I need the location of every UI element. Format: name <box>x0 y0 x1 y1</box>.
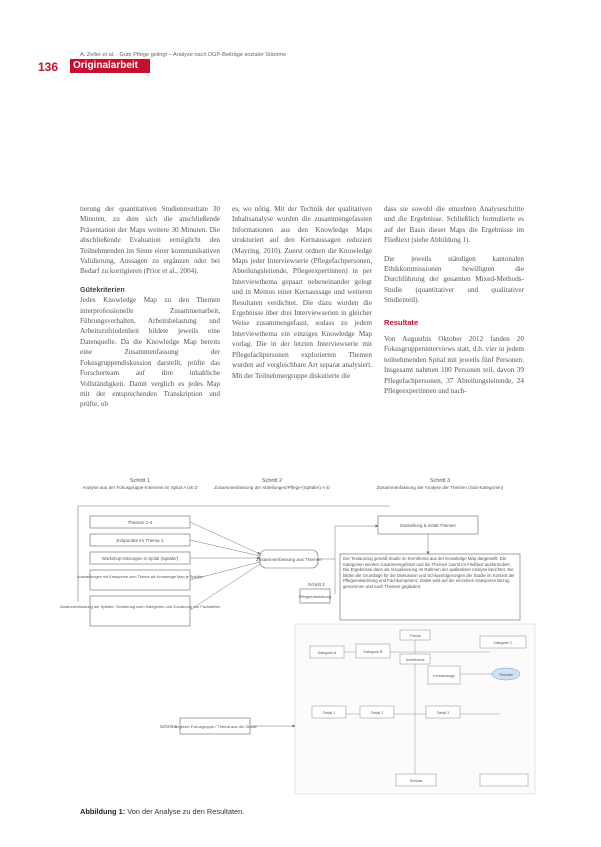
step1-title: Schritt 1 <box>129 478 151 484</box>
left-box-2 <box>90 534 190 546</box>
svg-text:Detail 1: Detail 1 <box>322 711 336 715</box>
page-number: 136 <box>38 60 59 74</box>
caption-text: Von der Analyse zu den Resultaten. <box>127 807 245 816</box>
map-node-kategorie-a <box>310 646 344 658</box>
svg-text:Themen 1-4: Themen 1-4 <box>127 520 153 525</box>
paragraph: Die jeweils ständigen kantonalen Ethikkommissionen bewilligten die Durchführung der gesamten Mixed-Methods-Studie (quantitativer und qualitativer Studienteil). <box>384 254 524 305</box>
text-column-1 <box>80 204 220 410</box>
text-column-3 <box>384 204 524 397</box>
map-node-kategorie-c <box>480 636 526 648</box>
left-box-1 <box>90 516 190 528</box>
step4-box <box>173 718 257 734</box>
running-header: A. Zeller et al. · Gute Pflege gelingt – Analyse nach DGP-Beiträge sozialer Stämme <box>80 52 287 58</box>
analysis-flow-diagram <box>60 474 550 804</box>
svg-text:Detail 2: Detail 2 <box>370 711 384 715</box>
map-node-kategorie-b <box>356 644 390 658</box>
map-node-thema <box>400 630 430 640</box>
step4-label: Schritt 4 <box>160 724 177 729</box>
subheading: Gütekriterien <box>80 284 125 294</box>
svg-text:Kategorie B: Kategorie B <box>363 650 383 654</box>
center-summary-box <box>256 550 322 568</box>
paragraph: dass sie sowohl die einzelnen Analyseschritte und die Ergebnisse. Schließlich formulierte es auf der Basis dieser Maps die Ergebnisse im Fließtext (siehe Abbildung 1). <box>384 205 524 245</box>
step2-title: Schritt 2 <box>261 478 283 484</box>
svg-text:Zusammenfassung der Spitäler:: Zusammenfassung der Spitäler: Sonderung nach Kategorien und Zuordnung von Fachstellen <box>60 604 221 609</box>
svg-text:Resultat: Resultat <box>499 673 513 677</box>
svg-text:Detail 3: Detail 3 <box>436 711 450 715</box>
map-node-detail-3 <box>426 706 460 718</box>
svg-text:Workshop-Sitzungen in Spital (: Workshop-Sitzungen in Spital (Spitäler) <box>101 556 179 561</box>
left-box-4 <box>77 570 204 590</box>
knowledge-map <box>295 624 535 794</box>
left-box-5 <box>60 596 220 626</box>
svg-text:Kernaussage: Kernaussage <box>433 674 455 678</box>
left-box-3 <box>90 552 190 564</box>
map-node-unterthema <box>400 654 430 664</box>
map-node-resultat <box>492 668 520 680</box>
svg-text:Kategorie A: Kategorie A <box>317 651 337 655</box>
caption-label: Abbildung 1: <box>80 807 126 816</box>
paragraph: tierung der quantitativen Studienresultate 30 Minuten, zu dem sich die anschließende Präsentation der Maps weitere 30 Minuten. Die abschließende Evaluation ermöglicht den Teilnehmenden im Sinne einer kommunikativen Validierung, Aussagen zu ergänzen oder bei Bedarf zu korrigieren (Prior et al., 2004). <box>80 205 220 276</box>
svg-text:Kategorie C: Kategorie C <box>493 641 513 645</box>
section-banner: Originalarbeit <box>70 59 150 73</box>
svg-text:Unterthema: Unterthema <box>405 658 425 662</box>
map-node-detail-1 <box>312 706 346 718</box>
paragraph: Jedes Knowledge Map zu den Themen interprofessionelle Zusammenarbeit, Führungsverhalten, Arbeitsbelastung und Arbeitszufriedenheit bildete jeweils eine Datenquelle. Da die Knowledge Map bereits eine Zusammenfassung der Fokusgruppendiskussion darstellt, prüfte das Forscherteam auf ihre inhaltliche Vollständigkeit. Damit verglich es jedes Map mit der entsprechenden Transkription und prüfte, ob <box>80 296 220 409</box>
paragraph: es, wo nötig. Mit der Technik der qualitativen Inhaltsanalyse wurden die zusammengefassten Informationen aus den Knowledge Maps strukturiert auf den Kernaussagen reduziert (Mayring, 2010). Zuerst ordnen die Knowledge Maps jeder Interviewserie (Pflegefachpersonen, Abteilungsleitende, Pflegeexpertinnen) in per Interviewthema gepaart nebeneinander gelegt und in Memos einer Kernaussage und weiteren Resultaten verdichtet. Die dazu wurden die Ergebnisse über drei Interviewserien in gleicher Weise zusammengefasst, sodass zu jedem Interviewthema ein einziges Knowledge Map vorlag. Die in der letzten Interviewserie mit Pflegefachpersonen explorierten Themen wurden auf vergleichbare Art separat analysiert. Mit der Teilnehmergruppe diskutierte die <box>232 205 372 380</box>
map-node-schluss <box>396 774 436 786</box>
paragraph: Von Augustbis Oktober 2012 fanden 20 Fokusgruppeninterviews statt, d.h. vier in jedem teilnehmenden Spital mit jeweils fünf Personen. Insgesamt nahmen 100 Personen teil, davon 39 Pflegefachpersonen, 37 Abteilungsleitende, 24 Pflegeexpertinnen und nach- <box>384 335 524 396</box>
step3-box <box>378 516 478 534</box>
svg-text:Eckpunkte im Thema 1: Eckpunkte im Thema 1 <box>116 538 164 543</box>
map-node-detail-2 <box>360 706 394 718</box>
svg-text:Thema: Thema <box>409 634 421 638</box>
step3-subtitle: Zusammenfassung der Analyse der Themen (Sub-Kategorien) <box>376 485 504 490</box>
svg-text:Zusammenfassung aus Themen: Zusammenfassung aus Themen <box>256 557 322 562</box>
step2-subtitle: Zusammenfassung der Abteilungen/Pflege-(Spitäler) A-D <box>214 485 330 490</box>
step3-title: Schritt 3 <box>429 478 451 484</box>
step1-subtitle: Analyse aus der Fokusgruppe-Interview im Spital A bis D <box>82 485 198 490</box>
step2-label: Schritt 2 <box>308 582 325 587</box>
map-node-kernaussage <box>428 666 460 684</box>
text-column-2 <box>232 204 372 381</box>
svg-text:Pflegeentwicklung: Pflegeentwicklung <box>298 594 332 599</box>
svg-text:Vergleich Fokusgruppe / Thema: Vergleich Fokusgruppe / Thema aus der Studie <box>173 724 257 729</box>
step2-box <box>299 589 331 603</box>
section-heading: Resultate <box>384 317 419 327</box>
figure-caption <box>80 807 244 816</box>
svg-text:Auswertungen mit Kategorien zu: Auswertungen mit Kategorien zum Thema als Knowledge Map je Spitäler <box>76 574 204 579</box>
results-text: Der Textauszug gemäß Studie im Kernthema aus der Knowledge Map dargestellt. Die Kategorien werden zusammengefasst und die Themen zuerst im Fließtext ausformuliert. Die Ergebnisse dann als Visualisierung im Rahmen der qualitativen Analyse berichtet. Sie bilden die Grundlage für die Diskussion und Schlussfolgerungen der Studie im Kontext der Pflegeentwicklung und Fachkompetenz. Dabei wird auf die einzelnen Kategorien Bezug genommen und nach Themen gegliedert. <box>343 556 515 589</box>
svg-text:Schluss: Schluss <box>409 779 423 783</box>
svg-text:Darstellung & Inhalt Themen: Darstellung & Inhalt Themen <box>400 523 456 528</box>
